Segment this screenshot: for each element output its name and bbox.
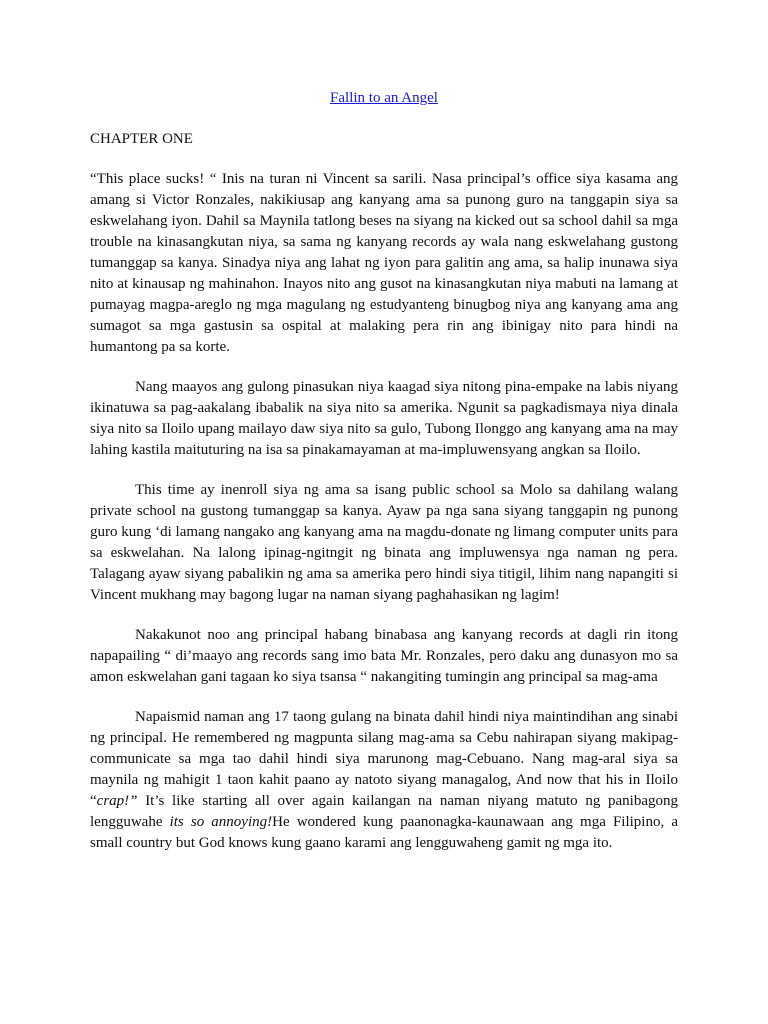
paragraph-5-italic-annoying: its so annoying! (169, 814, 273, 830)
paragraph-5-italic-crap: crap!” (96, 793, 138, 809)
title-link[interactable]: Fallin to an Angel (330, 90, 438, 106)
document-title (90, 88, 678, 109)
paragraph-5-text-middle: It’s like starting all over again kailangan na naman niyang matuto ng panibagong lengguwahe (90, 793, 678, 830)
paragraph-5 (90, 707, 678, 854)
paragraph-5-text-before: Napaismid naman ang 17 taong gulang na binata dahil hindi niya maintindihan ang sinabi ng principal. He remembered ng magpunta silang mag-ama sa Cebu nahirapan siyang makipag-communicate sa mga tao dahil hindi siya marunong mag-Cebuano. Nang mag-aral siya sa maynila ng mahigit 1 taon kahit paano ay natoto siyang managalog, And now that his in Iloilo “ (90, 709, 678, 809)
chapter-heading: CHAPTER ONE (90, 131, 193, 147)
document-page (90, 88, 678, 873)
paragraph-4: Nakakunot noo ang principal habang binabasa ang kanyang records at dagli rin itong napapailing “ di’maayo ang records sang imo bata Mr. Ronzales, pero daku ang dunasyon mo sa amon eskwelahan gani tagaan ko siya tsansa “ nakangiting tumingin ang principal sa mag-ama (90, 627, 678, 685)
paragraph-1: “This place sucks! “ Inis na turan ni Vincent sa sarili. Nasa principal’s office siya kasama ang amang si Victor Ronzales, nakikiusap ang kanyang ama sa punong guro na tanggapin siya sa eskwelahang iyon. Dahil sa Maynila tatlong beses na siyang na kicked out sa school dahil sa mga trouble na kinasangkutan niya, sa sama ng kanyang records ay wala nang eskwelahang gustong tumanggap sa kanya. Sinadya niya ang lahat ng iyon para galitin ang ama, sa halip inunawa siya nito at kinausap ng mahinahon. Inayos nito ang gusot na kinasangkutan niya mabuti na lamang at pumayag magpa-areglo ng mga magulang ng estudyanteng binugbog niya ang kanyang ama ang sumagot sa mga gastusin sa ospital at malaking pera rin ang ibinigay nito para hindi na humantong pa sa korte. (90, 171, 678, 355)
paragraph-2: Nang maayos ang gulong pinasukan niya kaagad siya nitong pina-empake na labis niyang ikinatuwa sa pag-aakalang ibabalik na siya nito sa amerika. Ngunit sa pagkadismaya niya dinala siya nito sa Iloilo upang mailayo daw siya nito sa gulo, Tubong Ilonggo ang kanyang ama na may lahing kastila maituturing na isa sa pinakamayaman at ma-impluwensyang angkan sa Iloilo. (90, 379, 678, 458)
paragraph-3: This time ay inenroll siya ng ama sa isang public school sa Molo sa dahilang walang private school na gustong tumanggap sa kanya. Ayaw pa nga sana siyang tanggapin ng punong guro kung ‘di lamang nangako ang kanyang ama na magdu-donate ng limang computer units para sa eskwelahan. Na lalong ipinag-ngitngit ng binata ang impluwensya nga naman ng pera. Talagang ayaw siyang pabalikin ng ama sa amerika pero hindi siya titigil, lihim nang napangiti si Vincent mukhang may bagong lugar na naman siyang paghahasikan ng lagim! (90, 482, 678, 603)
paragraph-5-text-after: He wondered kung paanonagka-kaunawaan ang mga Filipino, a small country but God knows kung gaano karami ang lengguwaheng gamit ng mga ito. (90, 814, 678, 851)
